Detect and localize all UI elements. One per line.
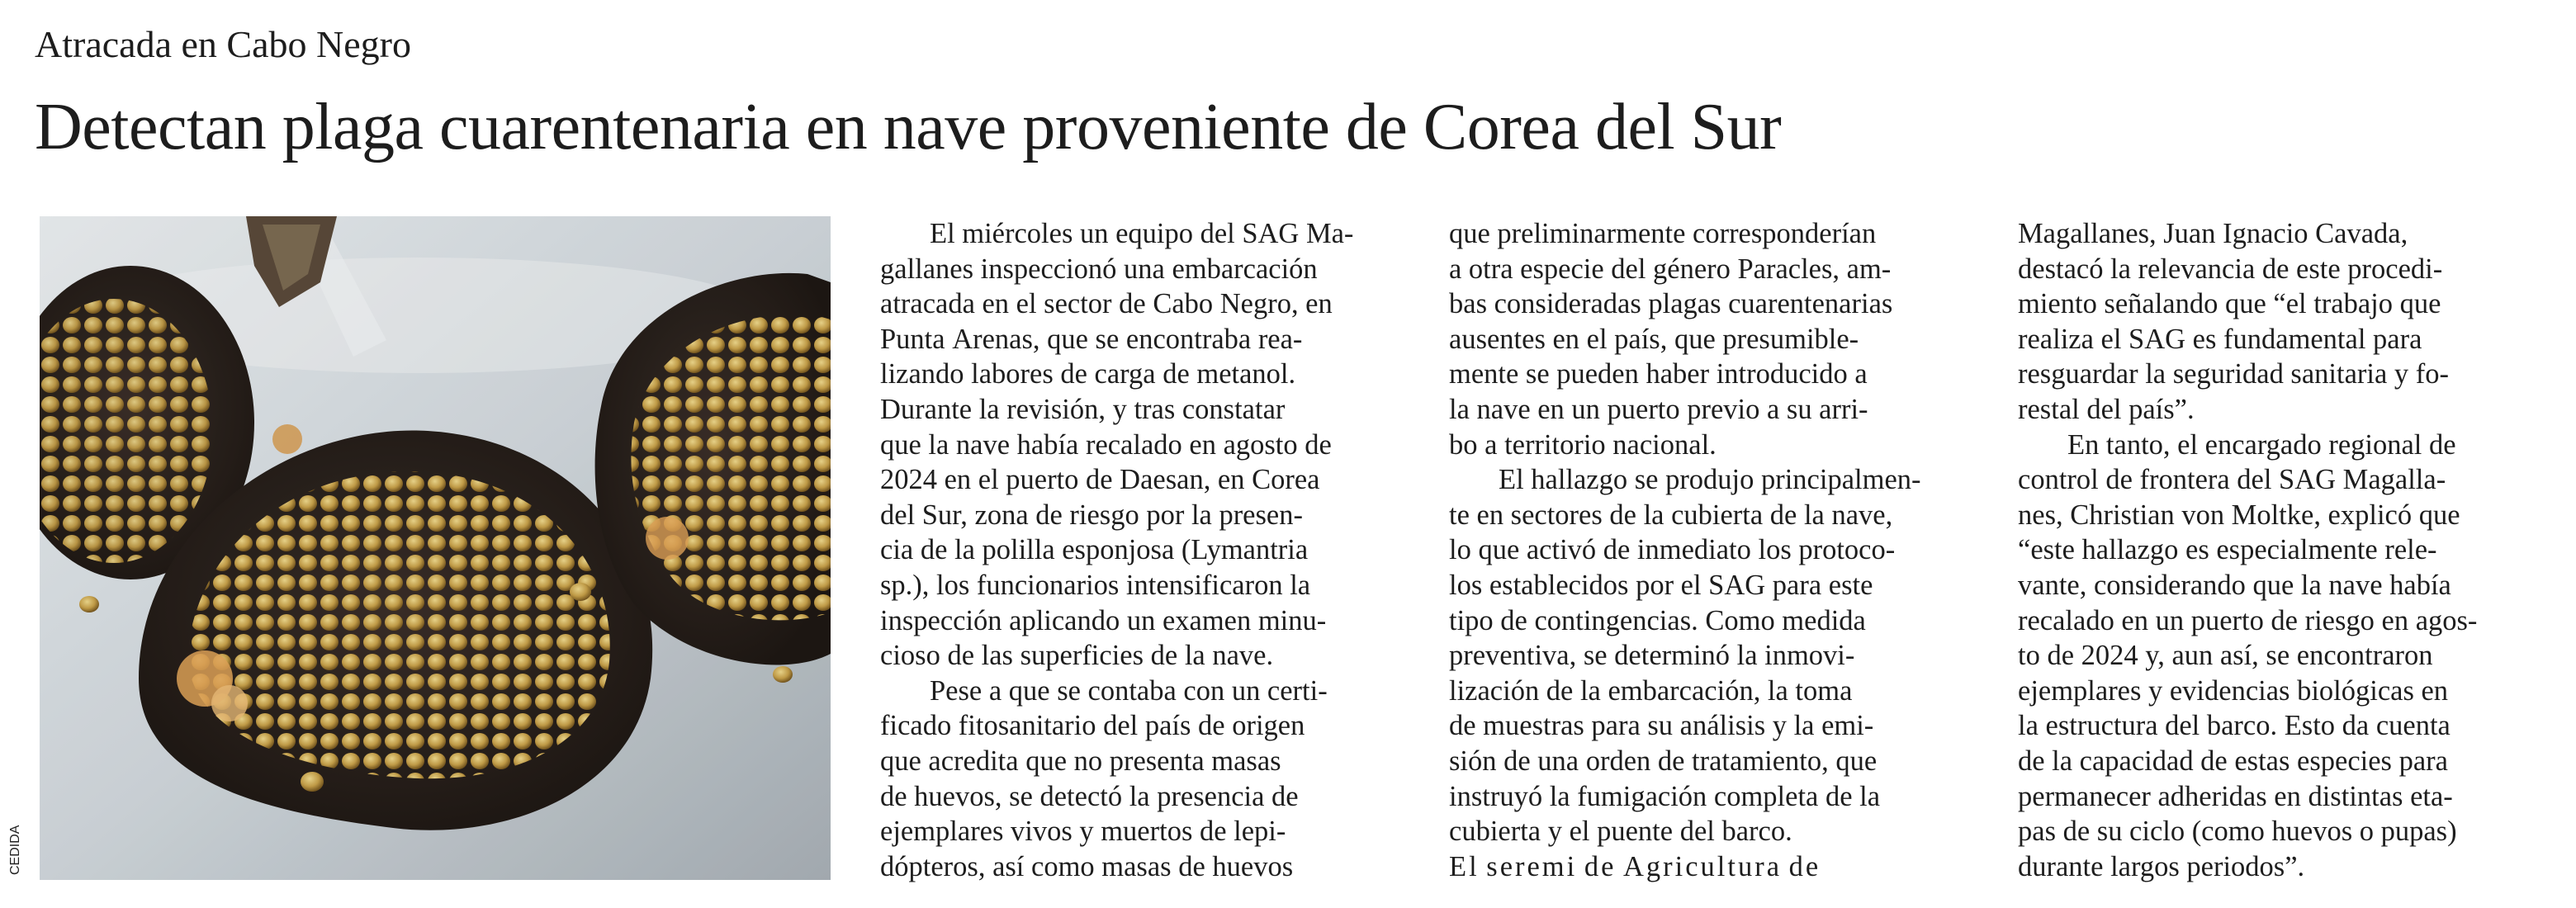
article-text-line: cioso de las superficies de la nave. <box>880 640 1274 672</box>
article-text-line: realiza el SAG es fundamental para <box>2018 323 2422 355</box>
article-text-line: sión de una orden de tratamiento, que <box>1449 745 1878 777</box>
article-text-line: control de frontera del SAG Magalla- <box>2018 464 2446 496</box>
article-kicker: Atracada en Cabo Negro <box>35 23 411 65</box>
article-text-line: que preliminarmente corresponderían <box>1449 218 1877 249</box>
article-text-line: tipo de contingencias. Como medida <box>1449 604 1866 636</box>
article-text-line: de huevos, se detectó la presencia de <box>880 780 1299 812</box>
article-text-line: “este hallazgo es especialmente rele- <box>2018 534 2437 566</box>
article-text-line: Magallanes, Juan Ignacio Cavada, <box>2018 218 2408 249</box>
article-text-line: bo a territorio nacional. <box>1449 428 1717 461</box>
article-text-line: del Sur, zona de riesgo por la presen- <box>880 499 1303 531</box>
article-text-line: El seremi de Agricultura de <box>1449 850 1821 882</box>
article-text-line: nes, Christian von Moltke, explicó que <box>2018 499 2460 531</box>
article-text-line: El miércoles un equipo del SAG Ma- <box>930 218 1354 249</box>
article-text-line: sp.), los funcionarios intensificaron la <box>880 569 1311 601</box>
article-text-line: cia de la polilla esponjosa (Lymantria <box>880 534 1309 566</box>
article-text-line: gallanes inspeccionó una embarcación <box>880 253 1318 285</box>
article-text-line: recalado en un puerto de riesgo en agos- <box>2018 604 2478 636</box>
article-text-line: bas consideradas plagas cuarentenarias <box>1449 288 1893 320</box>
article-text-line: Pese a que se contaba con un certi- <box>930 674 1328 707</box>
article-text-line: la nave en un puerto previo a su arri- <box>1449 393 1868 425</box>
article-text-line: destacó la relevancia de este procedi- <box>2018 253 2443 285</box>
article-text-line: preventiva, se determinó la inmovi- <box>1449 640 1855 672</box>
article-text-line: durante largos periodos”. <box>2018 850 2305 882</box>
article-text-line: a otra especie del género Paracles, am- <box>1449 253 1892 285</box>
article-text-line: de muestras para su análisis y la emi- <box>1449 710 1874 742</box>
photo-credit: CEDIDA <box>8 825 22 875</box>
article-text-line: restal del país”. <box>2018 393 2195 425</box>
article-headline: Detectan plaga cuarentenaria en nave proveniente de Corea del Sur <box>35 91 1782 163</box>
article-text-line: que la nave había recalado en agosto de <box>880 428 1332 461</box>
article-text-line: vante, considerando que la nave había <box>2018 569 2451 601</box>
article-text-line: dópteros, así como masas de huevos <box>880 850 1294 882</box>
article-text-line: los establecidos por el SAG para este <box>1449 569 1873 601</box>
article-text-line: lizando labores de carga de metanol. <box>880 358 1296 390</box>
article-text-line: En tanto, el encargado regional de <box>2067 428 2456 461</box>
article-text-line: instruyó la fumigación completa de la <box>1449 780 1881 812</box>
article-column-3 <box>2018 216 2538 884</box>
article-text-line: Punta Arenas, que se encontraba rea- <box>880 323 1303 355</box>
article-text-line: te en sectores de la cubierta de la nave, <box>1449 499 1893 531</box>
article-column-1 <box>880 216 1400 884</box>
article-photo <box>40 216 831 880</box>
article-text-line: lización de la embarcación, la toma <box>1449 674 1853 707</box>
article-text-line: 2024 en el puerto de Daesan, en Corea <box>880 464 1320 496</box>
article-text-line: El hallazgo se produjo principalmen- <box>1499 464 1921 496</box>
article-text-line: ejemplares y evidencias biológicas en <box>2018 674 2449 707</box>
article-text-line: de la capacidad de estas especies para <box>2018 745 2448 777</box>
article-text-line: cubierta y el puente del barco. <box>1449 816 1792 848</box>
article-text-line: to de 2024 y, aun así, se encontraron <box>2018 640 2433 672</box>
article-text-line: la estructura del barco. Esto da cuenta <box>2018 710 2451 742</box>
article-text-line: permanecer adheridas en distintas eta- <box>2018 780 2453 812</box>
article-text-line: que acredita que no presenta masas <box>880 745 1281 777</box>
article-text-line: atracada en el sector de Cabo Negro, en <box>880 288 1333 320</box>
article-text-line: inspección aplicando un examen minu- <box>880 604 1327 636</box>
egg-masses-photo-icon <box>40 216 831 880</box>
article-text-line: pas de su ciclo (como huevos o pupas) <box>2018 816 2457 848</box>
article-text-line: Durante la revisión, y tras constatar <box>880 393 1286 425</box>
article-text-line: miento señalando que “el trabajo que <box>2018 288 2441 320</box>
article-column-2 <box>1449 216 1969 884</box>
article-text-line: resguardar la seguridad sanitaria y fo- <box>2018 358 2449 390</box>
article-text-line: ficado fitosanitario del país de origen <box>880 710 1305 742</box>
article-text-line: ausentes en el país, que presumible- <box>1449 323 1859 355</box>
article-text-line: lo que activó de inmediato los protoco- <box>1449 534 1896 566</box>
article-text-line: ejemplares vivos y muertos de lepi- <box>880 816 1286 848</box>
article-text-line: mente se pueden haber introducido a <box>1449 358 1868 390</box>
